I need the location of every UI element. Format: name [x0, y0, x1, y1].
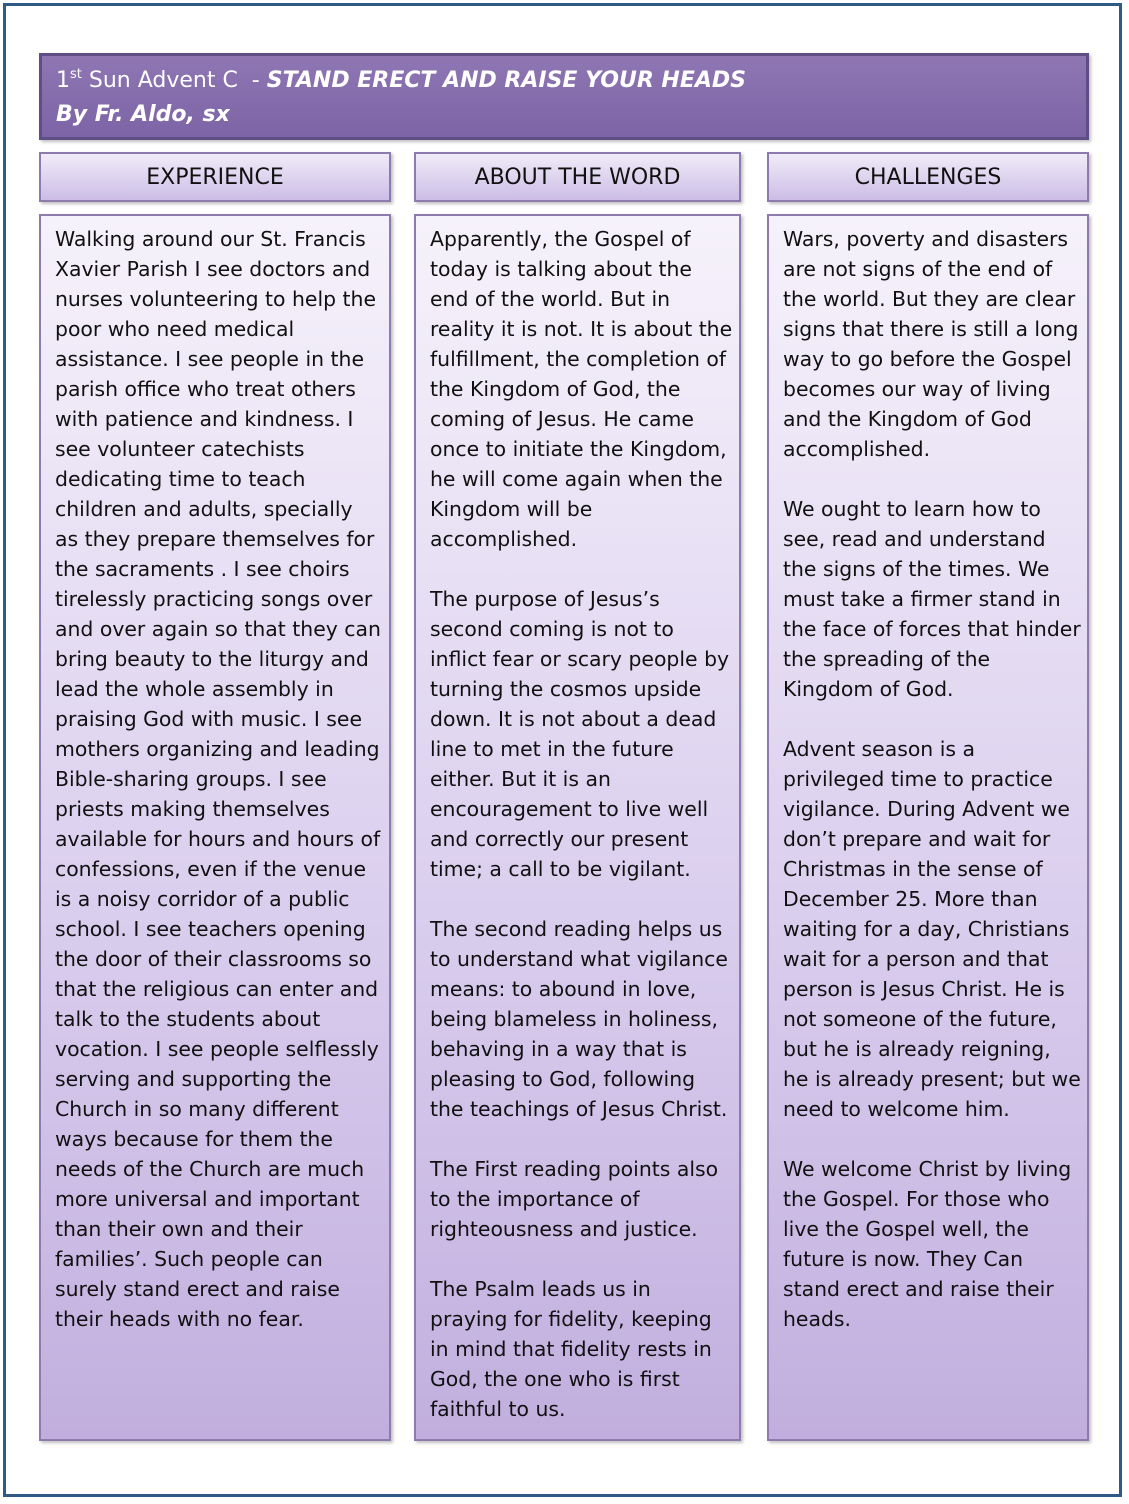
title-superscript: st: [70, 67, 82, 82]
challenges-text: Wars, poverty and disasters are not signs of the end of the world. But they are clear signs that there is still a long way to go before the Gospel becomes our way of living and the Kingdom of God accomplished. We ought to learn how to see, read and understand the signs of the times. We must take a firmer stand in the face of forces that hinder the spreading of the Kingdom of God. Advent season is a privileged time to practice vigilance. During Advent we don’t prepare and wait for Christmas in the sense of December 25. More than waiting for a day, Christians wait for a person and that person is Jesus Christ. He is not someone of the future, but he is already reigning, he is already present; but we need to welcome him. We welcome Christ by living the Gospel. For those who live the Gospel well, the future is now. They Can stand erect and raise their heads.: [767, 214, 1089, 1441]
experience-heading: EXPERIENCE: [39, 152, 391, 202]
title-middle: Sun Advent C -: [81, 68, 267, 93]
about-the-word-heading: ABOUT THE WORD: [414, 152, 741, 202]
author-byline: By Fr. Aldo, sx: [56, 102, 230, 127]
challenges-heading: CHALLENGES: [767, 152, 1089, 202]
about-the-word-text: Apparently, the Gospel of today is talking about the end of the world. But in reality it is not. It is about the fulfillment, the completion of the Kingdom of God, the coming of Jesus. He came once to initiate the Kingdom, he will come again when the Kingdom will be accomplished. The purpose of Jesus’s second coming is not to inflict fear or scary people by turning the cosmos upside down. It is not about a dead line to met in the future either. But it is an encouragement to live well and correctly our present time; a call to be vigilant. The second reading helps us to understand what vigilance means: to abound in love, being blameless in holiness, behaving in a way that is pleasing to God, following the teachings of Jesus Christ. The First reading points also to the importance of righteousness and justice. The Psalm leads us in praying for fidelity, keeping in mind that fidelity rests in God, the one who is first faithful to us.: [414, 214, 741, 1441]
title-prefix: 1: [56, 68, 70, 93]
title-banner: [39, 53, 1089, 140]
page-title: [56, 64, 1086, 98]
title-emphasis: STAND ERECT AND RAISE YOUR HEADS: [266, 68, 746, 93]
experience-text: Walking around our St. Francis Xavier Parish I see doctors and nurses volunteering to help the poor who need medical assistance. I see people in the parish office who treat others with patience and kindness. I see volunteer catechists dedicating time to teach children and adults, specially as they prepare themselves for the sacraments . I see choirs tirelessly practicing songs over and over again so that they can bring beauty to the liturgy and lead the whole assembly in praising God with music. I see mothers organizing and leading Bible-sharing groups. I see priests making themselves available for hours and hours of confessions, even if the venue is a noisy corridor of a public school. I see teachers opening the door of their classrooms so that the religious can enter and talk to the students about vocation. I see people selflessly serving and supporting the Church in so many different ways because for them the needs of the Church are much more universal and important than their own and their families’. Such people can surely stand erect and raise their heads with no fear.: [39, 214, 391, 1441]
